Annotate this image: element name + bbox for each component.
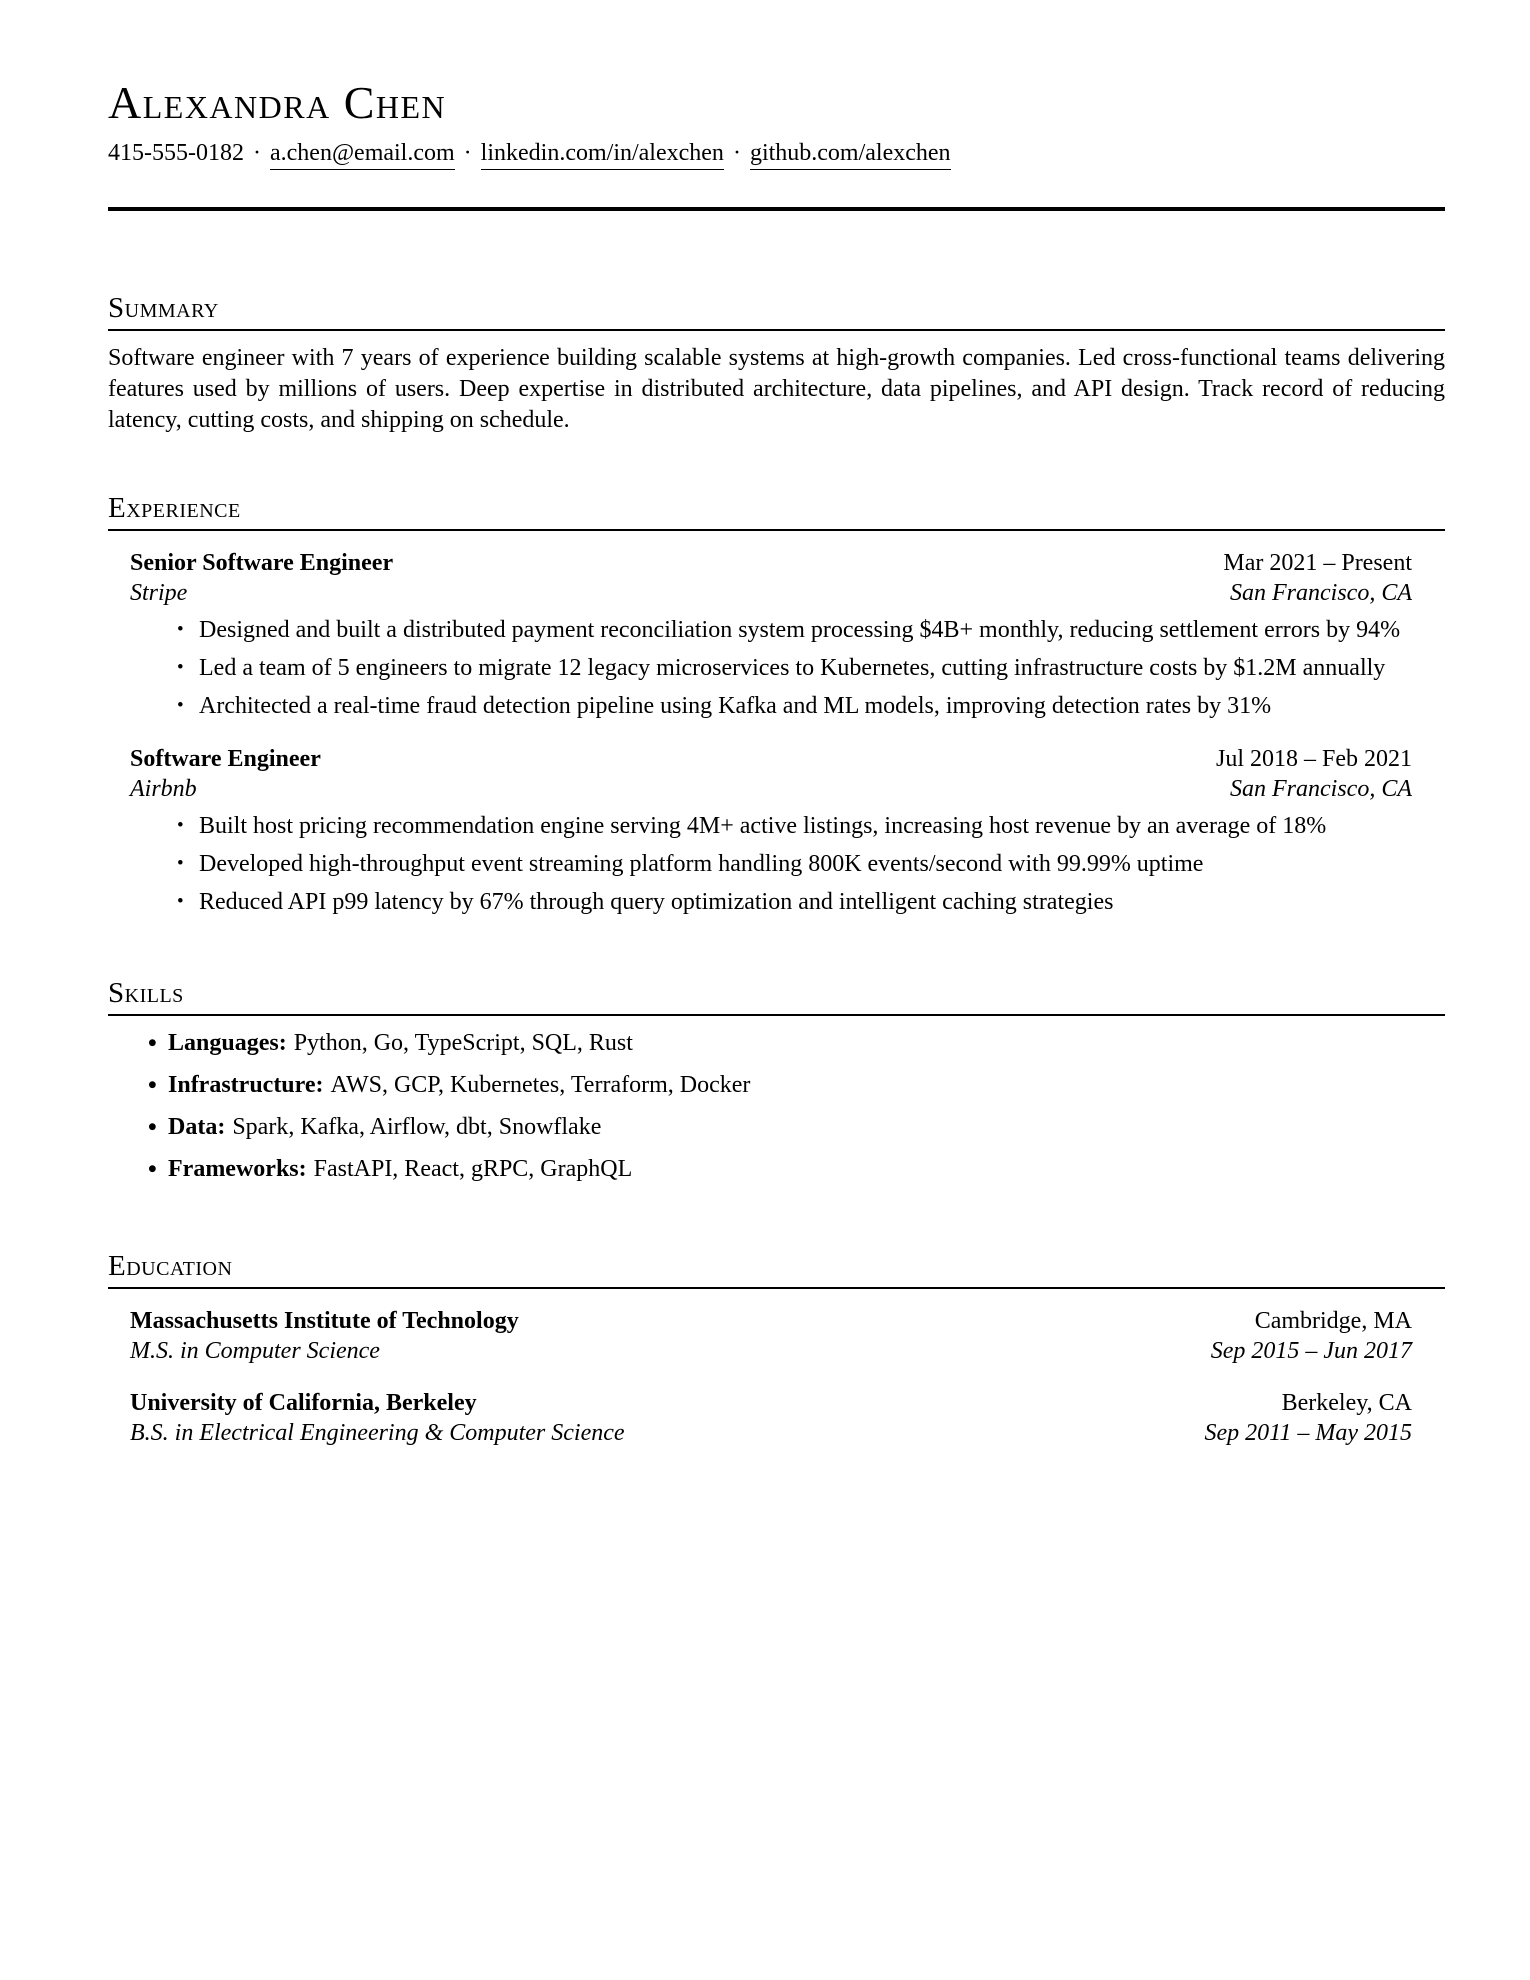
skill-item-languages — [148, 1028, 1445, 1059]
job-bullet-list — [130, 811, 1445, 918]
phone-number: 415-555-0182 — [108, 140, 244, 166]
job-title-row — [130, 548, 1445, 578]
education-section-title: Education — [108, 1250, 233, 1282]
job-company: Stripe — [130, 580, 188, 606]
skills-section-title: Skills — [108, 977, 184, 1009]
linkedin-link[interactable]: linkedin.com/in/alexchen — [481, 140, 724, 170]
education-title-row — [130, 1388, 1445, 1418]
education-entry-berkeley — [108, 1388, 1445, 1448]
section-rule — [108, 1014, 1445, 1016]
job-bullet: • Reduced API p99 latency by 67% through query optimization and intelligent caching strategies — [177, 887, 1445, 918]
candidate-name: Alexandra Chen — [108, 77, 447, 128]
separator-dot: · — [252, 140, 261, 166]
job-bullet: • Developed high-throughput event streaming platform handling 800K events/second with 99.99% uptime — [177, 849, 1445, 880]
job-bullet: • Architected a real-time fraud detection pipeline using Kafka and ML models, improving detection rates by 31% — [177, 691, 1445, 722]
skill-value: AWS, GCP, Kubernetes, Terraform, Docker — [330, 1072, 751, 1098]
institution-name: University of California, Berkeley — [130, 1390, 477, 1416]
resume-header — [108, 78, 1445, 211]
section-experience — [108, 491, 1445, 918]
github-link[interactable]: github.com/alexchen — [750, 140, 951, 170]
job-bullet: • Led a team of 5 engineers to migrate 12 legacy microservices to Kubernetes, cutting infrastructure costs by $1.2M annually — [177, 653, 1445, 684]
degree-name: B.S. in Electrical Engineering & Computer Science — [130, 1420, 625, 1446]
job-company: Airbnb — [130, 776, 197, 802]
skill-label: Data: — [168, 1114, 226, 1140]
skill-value: Spark, Kafka, Airflow, dbt, Snowflake — [232, 1114, 602, 1140]
skill-label: Frameworks: — [168, 1156, 307, 1182]
summary-section-title: Summary — [108, 292, 219, 324]
education-degree-row — [130, 1418, 1445, 1448]
experience-section-title: Experience — [108, 492, 241, 524]
job-role: Software Engineer — [130, 746, 321, 772]
job-bullet: • Built host pricing recommendation engine serving 4M+ active listings, increasing host revenue by an average of 18% — [177, 811, 1445, 842]
education-dates: Sep 2015 – Jun 2017 — [1210, 1338, 1412, 1364]
job-bullet-list — [130, 615, 1445, 722]
job-location: San Francisco, CA — [1230, 776, 1412, 802]
job-bullet: • Designed and built a distributed payment reconciliation system processing $4B+ monthly, reducing settlement errors by 94% — [177, 615, 1445, 646]
skill-item-frameworks — [148, 1154, 1445, 1185]
job-entry-stripe — [108, 548, 1445, 722]
skill-label: Infrastructure: — [168, 1072, 324, 1098]
section-education — [108, 1249, 1445, 1448]
skill-value: FastAPI, React, gRPC, GraphQL — [313, 1156, 633, 1182]
education-dates: Sep 2011 – May 2015 — [1204, 1420, 1412, 1446]
summary-text: Software engineer with 7 years of experience building scalable systems at high-growth companies. Led cross-functional teams delivering features used by millions of users. Deep expertise in distributed architecture, data pipelines, and API design. Track record of reducing latency, cutting costs, and shipping on schedule. — [108, 345, 1445, 433]
email-link[interactable]: a.chen@email.com — [270, 140, 455, 170]
job-dates: Jul 2018 – Feb 2021 — [1215, 746, 1412, 772]
job-dates: Mar 2021 – Present — [1223, 550, 1412, 576]
contact-line — [108, 137, 1445, 169]
section-rule — [108, 329, 1445, 331]
section-rule — [108, 529, 1445, 531]
header-rule — [108, 207, 1445, 211]
job-company-row — [130, 774, 1445, 804]
skill-item-data — [148, 1112, 1445, 1143]
degree-name: M.S. in Computer Science — [130, 1338, 380, 1364]
education-degree-row — [130, 1336, 1445, 1366]
institution-location: Cambridge, MA — [1254, 1308, 1412, 1334]
job-company-row — [130, 578, 1445, 608]
job-title-row — [130, 744, 1445, 774]
education-title-row — [130, 1306, 1445, 1336]
education-entry-mit — [108, 1306, 1445, 1366]
job-location: San Francisco, CA — [1230, 580, 1412, 606]
job-entry-airbnb — [108, 744, 1445, 918]
separator-dot: · — [463, 140, 472, 166]
section-summary — [108, 291, 1445, 436]
skill-value: Python, Go, TypeScript, SQL, Rust — [293, 1030, 633, 1056]
skills-list — [108, 1028, 1445, 1185]
institution-name: Massachusetts Institute of Technology — [130, 1308, 519, 1334]
section-skills — [108, 976, 1445, 1185]
skill-item-infrastructure — [148, 1070, 1445, 1101]
skill-label: Languages: — [168, 1030, 287, 1056]
job-role: Senior Software Engineer — [130, 550, 394, 576]
section-rule — [108, 1287, 1445, 1289]
institution-location: Berkeley, CA — [1281, 1390, 1412, 1416]
separator-dot: · — [732, 140, 741, 166]
